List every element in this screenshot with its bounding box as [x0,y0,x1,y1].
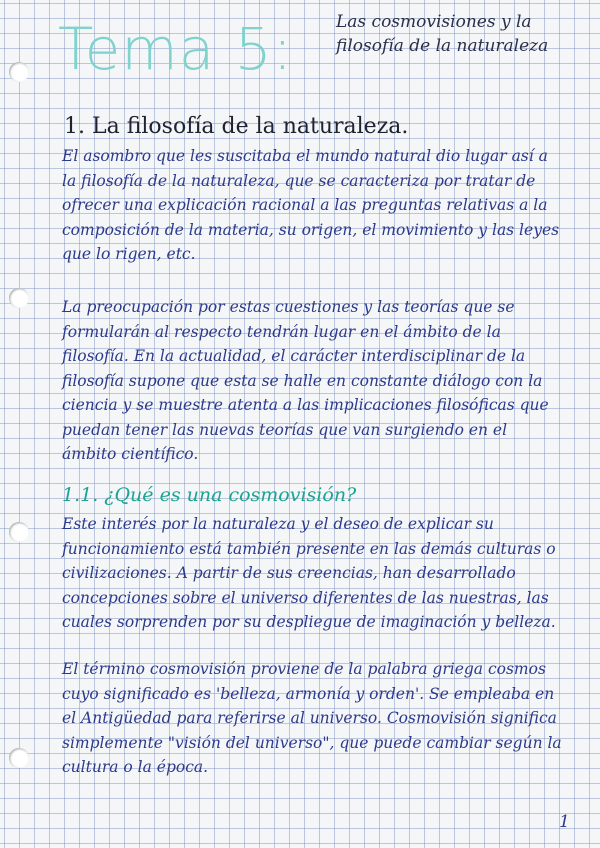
paragraph: La preocupación por estas cuestiones y las teorías que se formularán al respecto tendrán lugar en el ámbito de la filosofía. En la actualidad, el carácter interdisciplinar de la filosofía supone que esta se halle en constante diálogo con la ciencia y se muestre atenta a las implicaciones filosóficas que puedan tener las nuevas teorías que van surgiendo en el ámbito científico. [62,298,549,463]
section-heading: 1. La filosofía de la naturaleza. [64,114,409,139]
subsection-heading: 1.1. ¿Qué es una cosmovisión? [62,484,357,506]
binder-hole-3 [9,522,29,542]
binder-hole-2 [9,288,29,308]
page-subtitle: Las cosmovisiones y la filosofía de la naturaleza [336,12,549,56]
paragraph: Este interés por la naturaleza y el deseo de explicar su funcionamiento está también presente en las demás culturas o civilizaciones. A partir de sus creencias, han desarrollado concepciones sobre el universo diferentes de las nuestras, las cuales sorprenden por su despliegue de imaginación y belleza. [62,515,556,631]
page-title: Tema 5: [58,15,294,83]
paragraph: El término cosmovisión proviene de la palabra griega cosmos cuyo significado es 'belleza, armonía y orden'. Se empleaba en el Antigüedad para referirse al universo. Cosmovisión significa simplemente "visión del universo", que puede cambiar según la cultura o la época. [62,660,562,776]
page-number: 1 [559,812,570,832]
binder-hole-4 [9,748,29,768]
binder-hole-1 [9,62,29,82]
paragraph: El asombro que les suscitaba el mundo natural dio lugar así a la filosofía de la naturaleza, que se caracteriza por tratar de ofrecer una explicación racional a las preguntas relativas a la composición de la materia, su origen, el movimiento y las leyes que lo rigen, etc. [62,147,560,263]
